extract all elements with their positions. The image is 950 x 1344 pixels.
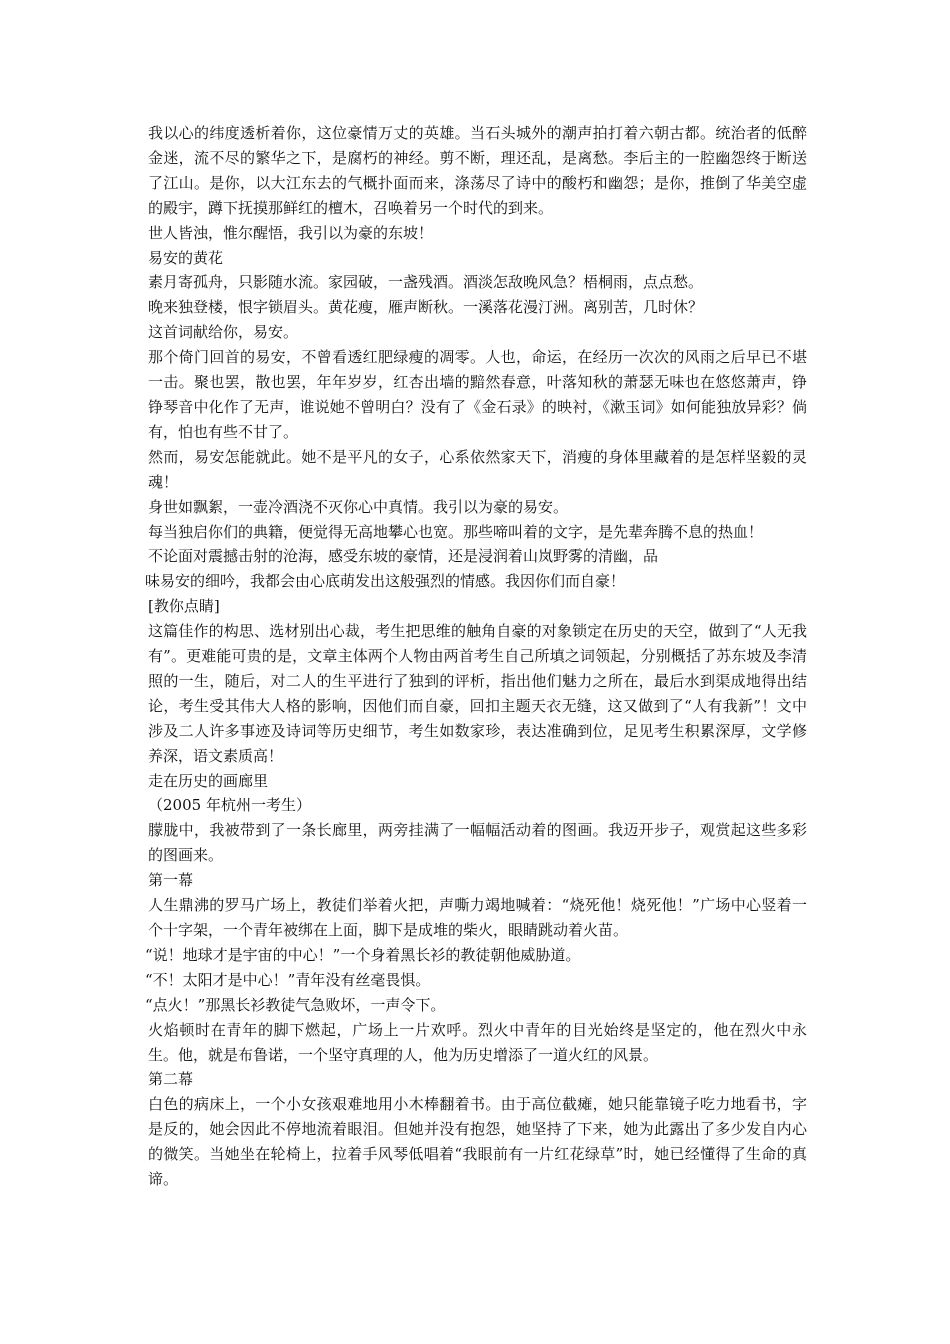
paragraph: 然而，易安怎能就此。她不是平凡的女子，心系依然家天下，消瘦的身体里藏着的是怎样坚毅的灵魂！ <box>148 447 807 491</box>
paragraph: 味易安的细吟，我都会由心底萌发出这般强烈的情感。我因你们而自豪！ <box>145 572 626 591</box>
dialogue-line: “不！太阳才是中心！”青年没有丝毫畏惧。 <box>145 970 431 989</box>
essay-byline: （2005 年杭州一考生） <box>148 796 311 815</box>
paragraph: 白色的病床上，一个小女孩艰难地用小木棒翻着书。由于高位截瘫，她只能靠镜子吃力地看书，字是反的，她会因此不停地流着眼泪。但她并没有抱怨，她坚持了下来，她为此露出了多少发自内心的微笑。当她坐在轮椅上，拉着手风琴低唱着“我眼前有一片红花绿草”时，她已经懂得了生命的真谛。 <box>148 1095 807 1189</box>
poem-line: 晚来独登楼，恨字锁眉头。黄花瘦，雁声断秋。一溪落花漫汀洲。离别苦，几时休？ <box>148 298 704 317</box>
paragraph: 火焰顿时在青年的脚下燃起，广场上一片欢呼。烈火中青年的目光始终是坚定的，他在烈火中永生。他，就是布鲁诺，一个坚守真理的人，他为历史增添了一道火红的风景。 <box>148 1020 807 1064</box>
dialogue-line: “点火！”那黑长衫教徒气急败坏，一声令下。 <box>145 995 446 1014</box>
paragraph: 世人皆浊，惟尔醒悟，我引以为豪的东坡！ <box>148 223 434 242</box>
section-heading: 易安的黄花 <box>148 248 224 267</box>
paragraph: 身世如飘絮，一壶冷酒浇不灭你心中真情。我引以为豪的易安。 <box>148 497 569 516</box>
paragraph: 每当独启你们的典籍，便觉得无高地攀心也宽。那些啼叫着的文字，是先辈奔腾不息的热血！ <box>148 522 764 541</box>
paragraph: 不论面对震撼击射的沧海，感受东坡的豪情，还是浸润着山岚野雾的清幽，品 <box>148 547 659 566</box>
paragraph: 这首词献给你，易安。 <box>148 323 299 342</box>
commentary-paragraph: 这篇佳作的构思、选材别出心裁，考生把思维的触角自豪的对象锁定在历史的天空，做到了“人无我有”。更难能可贵的是，文章主体两个人物由两首考生自己所填之词领起，分别概括了苏东坡及李清照的一生，随后，对二人的生平进行了独到的评析，指出他们魅力之所在，最后水到渠成地得出结论，考生受其伟大人格的影响，因他们而自豪，回扣主题天衣无缝，这又做到了“人有我新”！文中涉及二人许多事迹及诗词等历史细节，考生如数家珍，表达准确到位，足见考生积累深厚，文学修养深，语文素质高！ <box>148 622 807 765</box>
scene-heading: 第二幕 <box>148 1070 194 1089</box>
comment-heading: [教你点睛] <box>148 597 220 616</box>
paragraph: 我以心的纬度透析着你，这位豪情万丈的英雄。当石头城外的潮声拍打着六朝古都。统治者的低醉金迷，流不尽的繁华之下，是腐朽的神经。剪不断，理还乱，是离愁。李后主的一腔幽怨终于断送了江山。是你，以大江东去的气概扑面而来，涤荡尽了诗中的酸朽和幽怨；是你，推倒了华美空虚的殿宇，蹲下抚摸那鲜红的檀木，召唤着另一个时代的到来。 <box>148 124 807 217</box>
paragraph: 人生鼎沸的罗马广场上，教徒们举着火把，声嘶力竭地喊着：“烧死他！烧死他！”广场中心竖着一个十字架，一个青年被绑在上面，脚下是成堆的柴火，眼睛跳动着火苗。 <box>148 896 807 939</box>
scene-heading: 第一幕 <box>148 871 194 890</box>
paragraph: 朦胧中，我被带到了一条长廊里，两旁挂满了一幅幅活动着的图画。我迈开步子，观赏起这些多彩的图画来。 <box>148 821 807 865</box>
paragraph: 那个倚门回首的易安，不曾看透红肥绿瘦的凋零。人也，命运，在经历一次次的风雨之后早已不堪一击。聚也罢，散也罢，年年岁岁，红杏出墙的黯然春意，叶落知秋的萧瑟无味也在悠悠萧声，铮铮琴音中化作了无声，谁说她不曾明白？没有了《金石录》的映衬，《漱玉词》如何能独放异彩？倘有，怕也有些不甘了。 <box>148 348 807 441</box>
document-page <box>145 121 807 1192</box>
poem-line: 素月寄孤舟，只影随水流。家园破，一盏残酒。酒淡怎敌晚风急？梧桐雨，点点愁。 <box>148 273 704 292</box>
dialogue-line: “说！地球才是宇宙的中心！”一个身着黑长衫的教徒朝他威胁道。 <box>145 945 581 964</box>
essay-title: 走在历史的画廊里 <box>148 771 269 790</box>
